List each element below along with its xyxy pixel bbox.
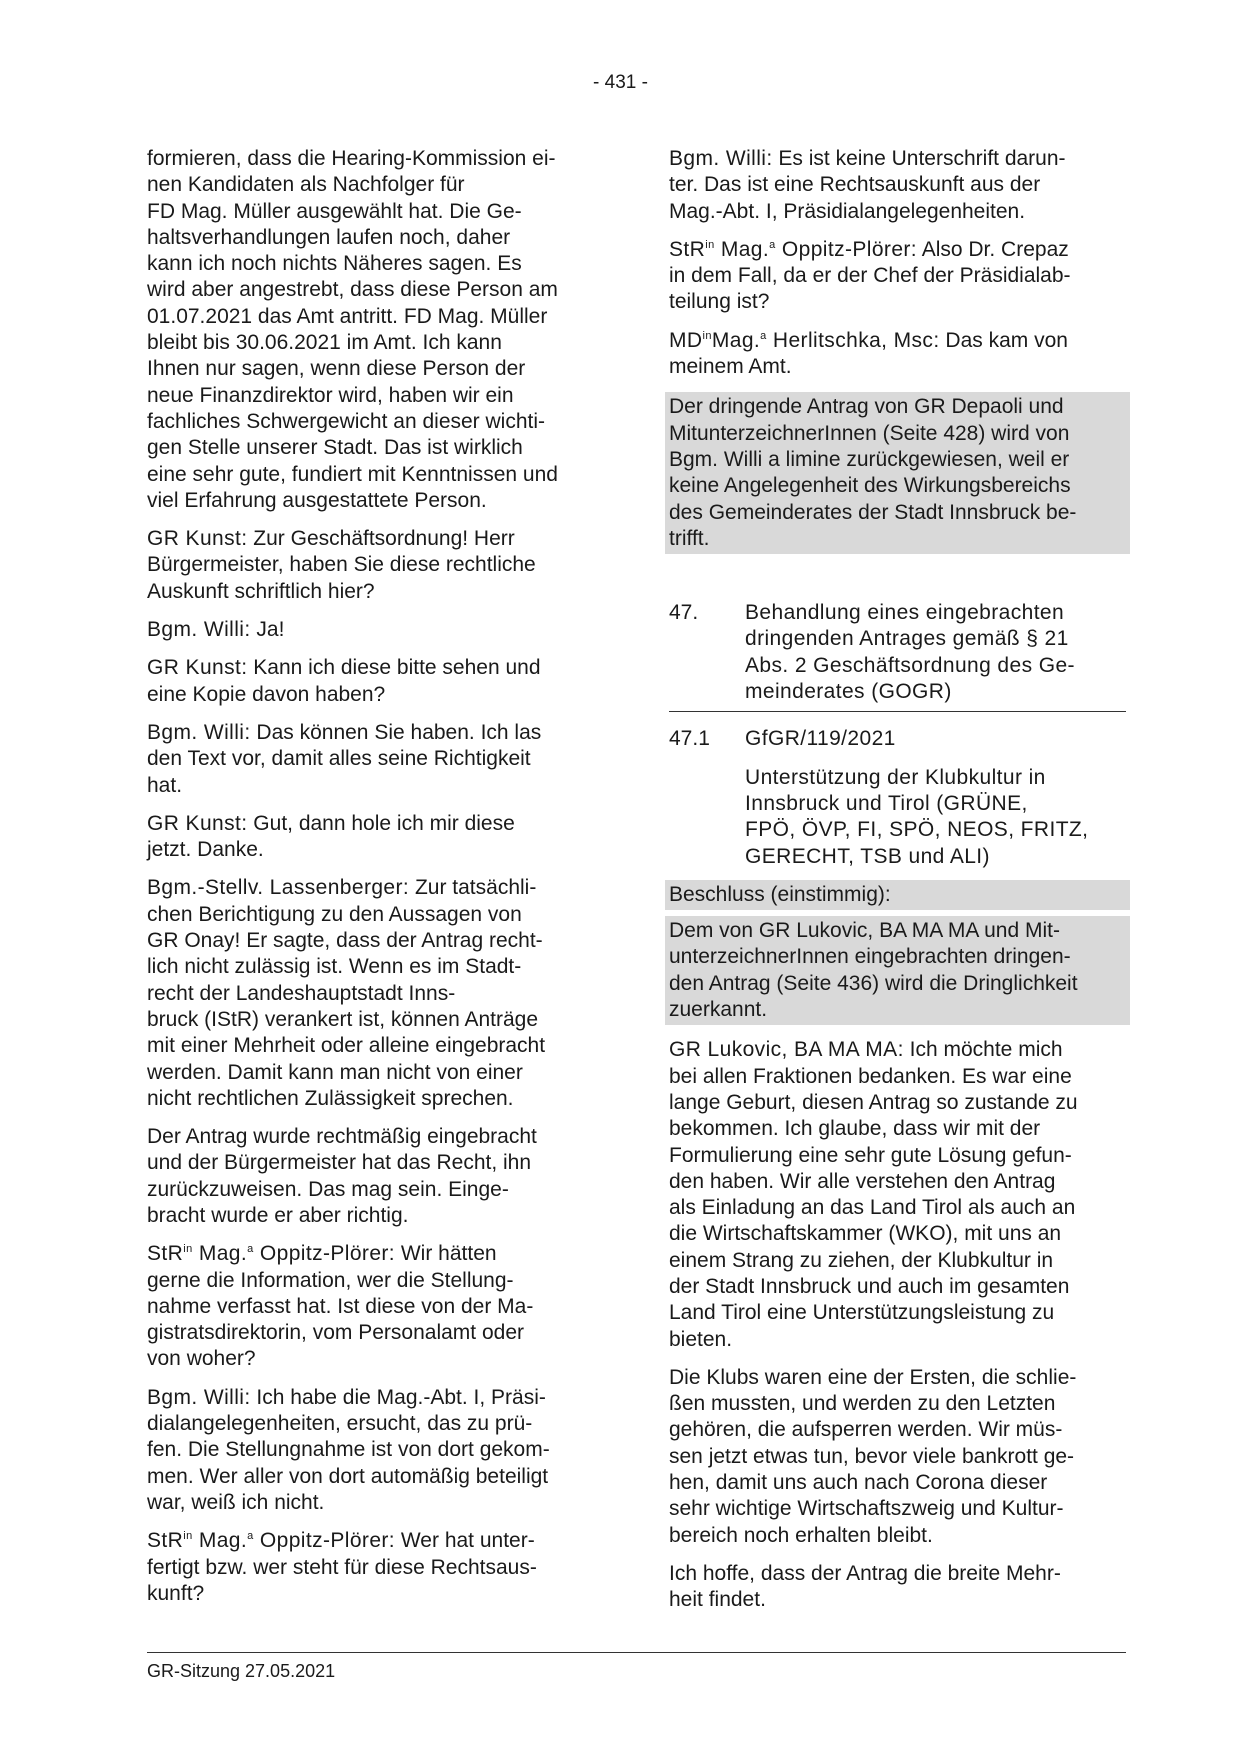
speech-paragraph: [669, 146, 1126, 225]
speaker-name: Bgm. Willi:: [147, 720, 251, 744]
footer-divider: [147, 1652, 1126, 1653]
speech-paragraph: [147, 720, 602, 799]
speaker-name: GR Kunst:: [147, 656, 248, 680]
speech-text: Zur Geschäftsordnung! Herr Bürgermeister, haben Sie diese rechtliche Auskunft schriftlich hier?: [147, 527, 536, 603]
speech-text: Also Dr. Crepaz in dem Fall, da er der Chef der Präsidialab- teilung ist?: [669, 237, 1071, 314]
speaker-name: Bgm. Willi:: [147, 1385, 251, 1409]
decision-box: Dem von GR Lukovic, BA MA MA und Mit- unterzeichnerInnen eingebrachten dringen- den Antrag (Seite 436) wird die Dringlichkeit zuerkannt.: [665, 916, 1130, 1025]
speech-text: Ich möchte mich bei allen Fraktionen bedanken. Es war eine lange Geburt, diesen Antrag so zustande zu bekommen. Ich glaube, dass wir mit der Formulierung eine sehr gute Lösung gefun- den haben. Wir alle verstehen den Antrag als Einladung an das Land Tirol als auch an die Wirtschaftskammer (WKO), mit uns an einem Strang zu ziehen, der Klubkultur in der Stadt Innsbruck und auch im gesamten Land Tirol eine Unterstützungsleistung zu bieten.: [669, 1038, 1078, 1351]
speech-paragraph: [147, 526, 602, 605]
speech-paragraph: [147, 811, 602, 864]
speaker-name: StR$^{in}$ Mag.$^a$ Oppitz-Plörer:: [147, 1242, 396, 1266]
agenda-item-47: [669, 600, 1126, 712]
speech-paragraph: [147, 655, 602, 708]
speaker-name: GR Kunst:: [147, 527, 248, 551]
agenda-item-reference: GfGR/119/2021: [745, 727, 896, 751]
paragraph: Ich hoffe, dass der Antrag die breite Mehr- heit findet.: [669, 1561, 1061, 1612]
speech-text: Es ist keine Unterschrift darun- ter. Das ist eine Rechtsauskunft aus der Mag.-Abt. I, Präsidialangelegenheiten.: [669, 147, 1066, 223]
speech-paragraph: [669, 328, 1126, 381]
speech-text: Das können Sie haben. Ich las den Text vor, damit alles seine Richtigkeit hat.: [147, 720, 542, 797]
footer-session-date: GR-Sitzung 27.05.2021: [147, 1661, 336, 1681]
speech-paragraph: [147, 617, 602, 643]
speech-text: Kann ich diese bitte sehen und eine Kopie davon haben?: [147, 656, 541, 706]
speech-text: Ja!: [250, 618, 285, 642]
speech-paragraph: [147, 1385, 602, 1516]
speaker-name: Bgm.-Stellv. Lassenberger:: [147, 876, 410, 900]
speech-text: Zur tatsächli- chen Berichtigung zu den Aussagen von GR Onay! Er sagte, dass der Antrag recht- lich nicht zulässig ist. Wenn es im Stadt- recht der Landeshauptstadt Inns- bruck (IStR) verankert ist, können Anträge mit einer Mehrheit oder alleine eingebracht werden. Damit kann man nicht von einer nicht rechtlichen Zulässigkeit sprechen.: [147, 876, 546, 1110]
speaker-name: Bgm. Willi:: [669, 147, 773, 170]
page-number: - 431 -: [593, 72, 648, 93]
left-column: [147, 146, 602, 1619]
speech-paragraph: [147, 1241, 602, 1372]
speaker-name: StR$^{in}$ Mag.$^a$ Oppitz-Plörer:: [669, 237, 918, 261]
decision-label: Beschluss (einstimmig):: [665, 880, 1130, 910]
agenda-item-title: Behandlung eines eingebrachten dringenden Antrages gemäß § 21 Abs. 2 Geschäftsordnung des Ge- meinderates (GOGR): [745, 601, 1075, 704]
agenda-item-number: 47.: [669, 601, 699, 625]
paragraph: formieren, dass die Hearing-Kommission ei- nen Kandidaten als Nachfolger für FD Mag. Müller ausgewählt hat. Die Ge- haltsverhandlungen laufen noch, daher kann ich noch nichts Näheres sagen. Es wird aber angestrebt, dass diese Person am 01.07.2021 das Amt antritt. FD Mag. Müller bleibt bis 30.06.2021 im Amt. Ich kann Ihnen nur sagen, wenn diese Person der neue Finanzdirektor wird, haben wir ein fachliches Schwergewicht an dieser wichti- gen Stelle unserer Stadt. Das ist wirklich eine sehr gute, fundiert mit Kenntnissen und viel Erfahrung ausgestattete Person.: [147, 147, 558, 512]
speech-paragraph: [147, 875, 602, 1112]
speech-paragraph: [669, 1037, 1126, 1353]
agenda-item-47-1-title-row: [745, 765, 1126, 870]
speech-text: Wer hat unter- fertigt bzw. wer steht für diese Rechtsaus- kunft?: [147, 1529, 537, 1605]
agenda-item-number: 47.1: [669, 727, 710, 751]
right-column: [669, 146, 1126, 1626]
speech-text: Wir hätten gerne die Information, wer die Stellung- nahme verfasst hat. Ist diese von der Ma- gistratsdirektorin, vom Personalamt oder von woher?: [147, 1242, 534, 1371]
speaker-name: StR$^{in}$ Mag.$^a$ Oppitz-Plörer:: [147, 1529, 396, 1553]
speaker-name: GR Lukovic, BA MA MA:: [669, 1038, 904, 1062]
paragraph: Der Antrag wurde rechtmäßig eingebracht und der Bürgermeister hat das Recht, ihn zurückzuweisen. Das mag sein. Einge- bracht wurde er aber richtig.: [147, 1125, 537, 1227]
paragraph: Die Klubs waren eine der Ersten, die schlie- ßen mussten, und werden zu den Letzten gehören, die aufsperren werden. Wir müs- sen jetzt etwas tun, bevor viele bankrott ge- hen, damit uns auch nach Corona dieser sehr wichtige Wirtschaftszweig und Kultur- bereich noch erhalten bleibt.: [669, 1365, 1077, 1547]
decision-box: Der dringende Antrag von GR Depaoli und MitunterzeichnerInnen (Seite 428) wird von Bgm. Willi a limine zurückgewiesen, weil er keine Angelegenheit des Wirkungsbereichs des Gemeinderates der Stadt Innsbruck be- trifft.: [665, 392, 1130, 554]
speech-text: Ich habe die Mag.-Abt. I, Präsi- dialangelegenheiten, ersucht, das zu prü- fen. Die Stellungnahme ist von dort gekom- men. Wer aller von dort automäßig beteiligt war, weiß ich nicht.: [147, 1385, 550, 1514]
speaker-name: $MD^{in}Mag.^a$ Herlitschka, Msc:: [669, 328, 940, 352]
speech-paragraph: [669, 237, 1126, 316]
speaker-name: GR Kunst:: [147, 811, 248, 835]
speech-text: Gut, dann hole ich mir diese jetzt. Danke.: [147, 811, 515, 862]
agenda-item-title: Unterstützung der Klubkultur in Innsbruck und Tirol (GRÜNE, FPÖ, ÖVP, FI, SPÖ, NEOS, FRITZ, GERECHT, TSB und ALI): [745, 765, 1089, 868]
agenda-item-47-1: [669, 726, 1126, 752]
speech-text: Das kam von meinem Amt.: [669, 328, 1068, 379]
speaker-name: Bgm. Willi:: [147, 618, 251, 642]
speech-paragraph: [147, 1528, 602, 1607]
